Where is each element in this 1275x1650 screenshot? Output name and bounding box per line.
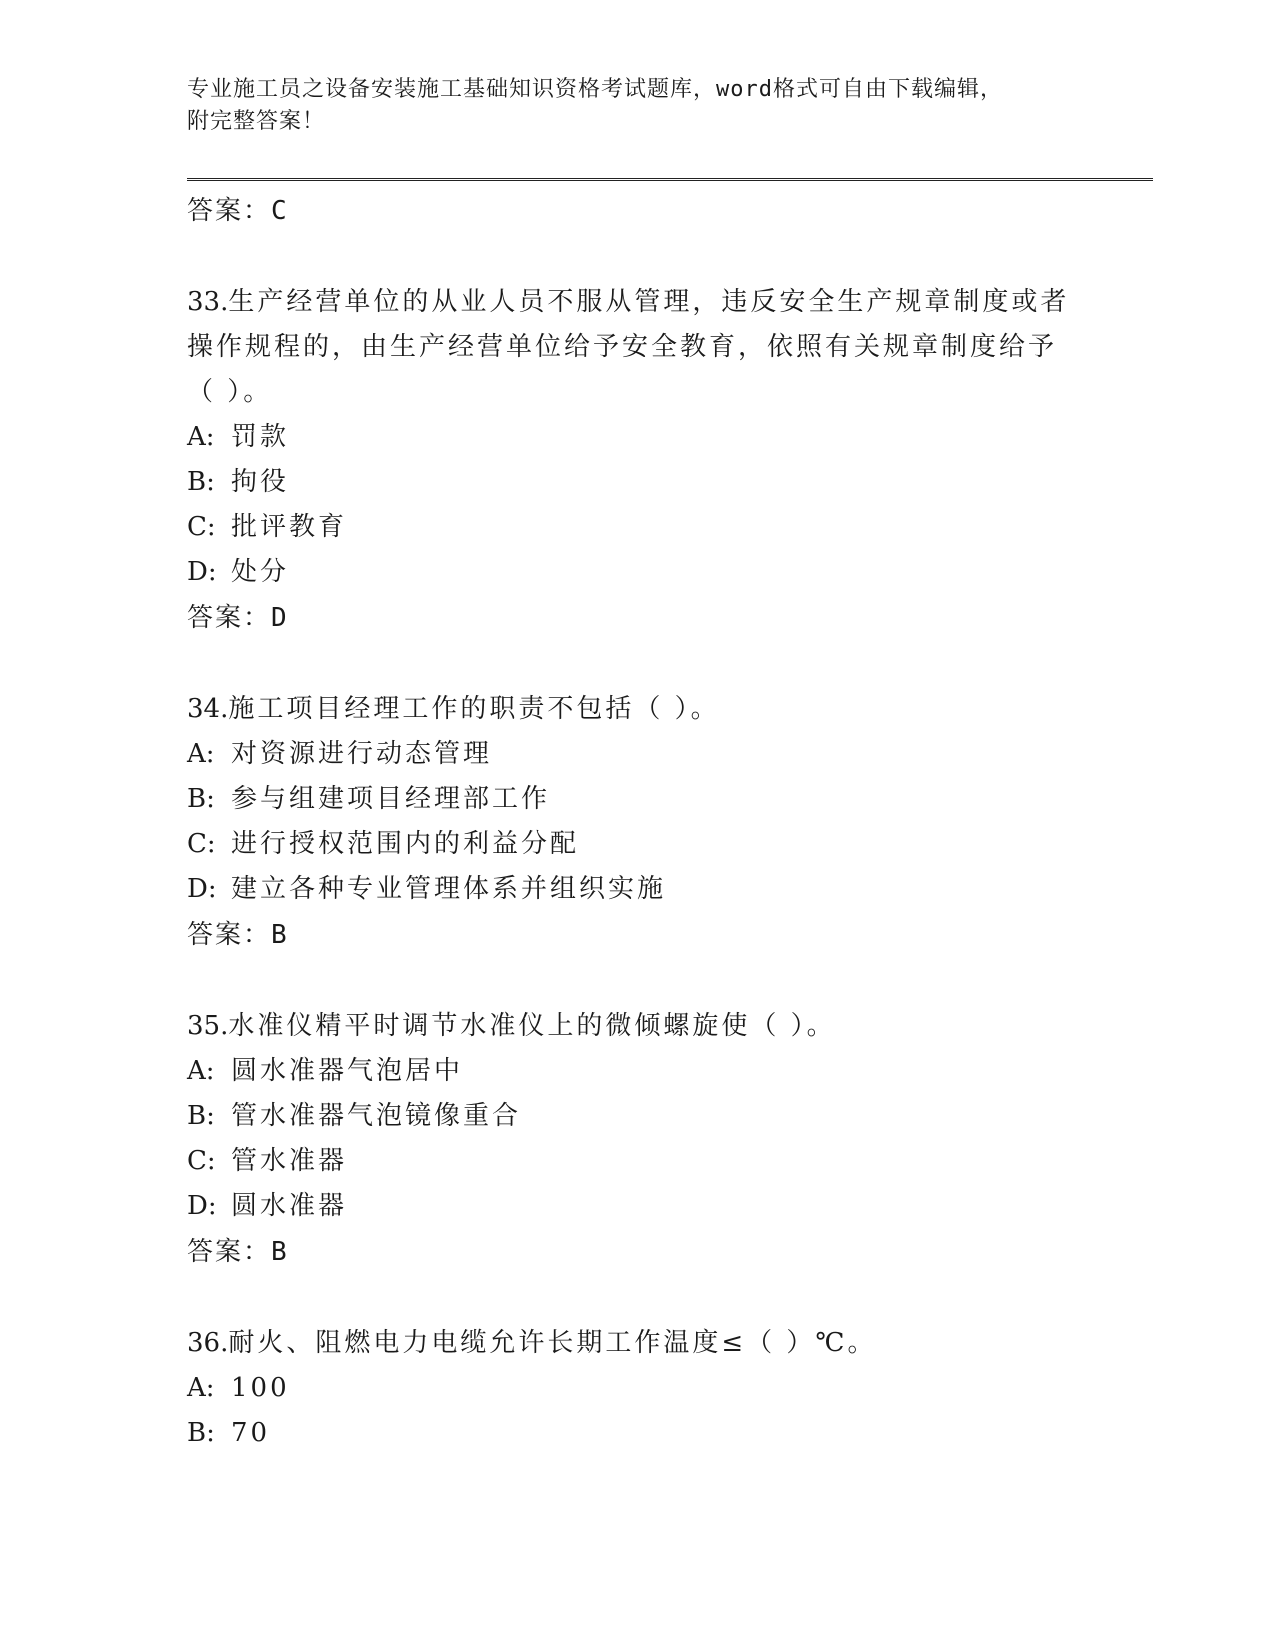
option-text: 管水准器 (231, 1146, 348, 1176)
option-b (187, 460, 1087, 505)
option-text: 罚款 (231, 422, 290, 452)
option-text: 拘役 (231, 467, 290, 497)
header-line-1: 专业施工员之设备安装施工基础知识资格考试题库，word格式可自由下载编辑， (187, 77, 1003, 102)
question-number: 33. (187, 287, 229, 317)
question-stem (187, 1321, 1087, 1366)
question-spacer (187, 641, 1087, 687)
option-letter: B: (187, 1101, 215, 1131)
question-number: 34. (187, 694, 229, 724)
option-d (187, 1184, 1087, 1229)
option-c (187, 1139, 1087, 1184)
option-b (187, 1094, 1087, 1139)
question-block (187, 1321, 1087, 1456)
option-b (187, 777, 1087, 822)
question-block (187, 687, 1087, 958)
answer-line (187, 1229, 1087, 1275)
question-stem-line (187, 370, 1087, 415)
question-stem-text: 操作规程的，由生产经营单位给予安全教育，依照有关规章制度给予 (187, 332, 1058, 362)
option-text: 进行授权范围内的利益分配 (231, 829, 580, 859)
option-a (187, 1049, 1087, 1094)
answer-label: 答案： (187, 196, 272, 226)
answer-value: B (271, 1237, 287, 1267)
option-c (187, 505, 1087, 550)
option-letter: C: (187, 1146, 216, 1176)
option-letter: A: (187, 1373, 215, 1403)
option-a (187, 732, 1087, 777)
document-header (187, 74, 1087, 138)
question-stem (187, 280, 1087, 415)
option-a (187, 415, 1087, 460)
answer-value: B (271, 920, 287, 950)
question-stem-line (187, 687, 1087, 732)
option-text: 参与组建项目经理部工作 (231, 784, 551, 814)
option-letter: A: (187, 422, 215, 452)
option-letter: D: (187, 1191, 217, 1221)
question-stem-text: 施工项目经理工作的职责不包括（ ）。 (228, 694, 720, 724)
question-stem (187, 1004, 1087, 1049)
header-line-2: 附完整答案！ (187, 109, 326, 134)
question-spacer (187, 958, 1087, 1004)
option-a (187, 1366, 1087, 1411)
question-stem-line (187, 325, 1087, 370)
option-text: 批评教育 (231, 512, 348, 542)
question-stem-line (187, 280, 1087, 325)
option-text: 建立各种专业管理体系并组织实施 (231, 874, 667, 904)
question-stem-text: 水准仪精平时调节水准仪上的微倾螺旋使（ ）。 (228, 1011, 836, 1041)
question-number: 36. (187, 1328, 229, 1358)
option-text: 圆水准器 (231, 1191, 348, 1221)
option-letter: C: (187, 512, 216, 542)
option-text: 管水准器气泡镜像重合 (231, 1101, 522, 1131)
option-letter: D: (187, 557, 217, 587)
answer-line (187, 912, 1087, 958)
option-b (187, 1411, 1087, 1456)
option-letter: C: (187, 829, 216, 859)
answer-line (187, 188, 1087, 234)
answer-label: 答案： (187, 603, 272, 633)
question-list (187, 188, 1087, 1456)
answer-label: 答案： (187, 1237, 272, 1267)
answer-line (187, 595, 1087, 641)
option-c (187, 822, 1087, 867)
question-block (187, 1004, 1087, 1275)
option-text: 处分 (231, 557, 290, 587)
option-text: 100 (231, 1373, 290, 1403)
question-spacer (187, 234, 1087, 280)
question-spacer (187, 1275, 1087, 1321)
question-stem-text: （ ）。 (187, 377, 273, 407)
option-letter: A: (187, 1056, 215, 1086)
option-text: 对资源进行动态管理 (231, 739, 493, 769)
option-letter: B: (187, 784, 215, 814)
option-letter: A: (187, 739, 215, 769)
question-block (187, 280, 1087, 641)
answer-value: D (271, 603, 287, 633)
question-stem-text: 耐火、阻燃电力电缆允许长期工作温度≤（ ）℃。 (228, 1328, 877, 1358)
question-stem-line (187, 1321, 1087, 1366)
question-stem-text: 生产经营单位的从业人员不服从管理，违反安全生产规章制度或者 (228, 287, 1070, 317)
option-d (187, 550, 1087, 595)
question-stem (187, 687, 1087, 732)
header-divider (187, 178, 1153, 181)
option-letter: D: (187, 874, 217, 904)
question-stem-line (187, 1004, 1087, 1049)
option-text: 70 (231, 1418, 271, 1448)
answer-label: 答案： (187, 920, 272, 950)
question-number: 35. (187, 1011, 229, 1041)
option-letter: B: (187, 1418, 215, 1448)
answer-value: C (271, 196, 287, 226)
option-text: 圆水准器气泡居中 (231, 1056, 464, 1086)
option-letter: B: (187, 467, 215, 497)
option-d (187, 867, 1087, 912)
